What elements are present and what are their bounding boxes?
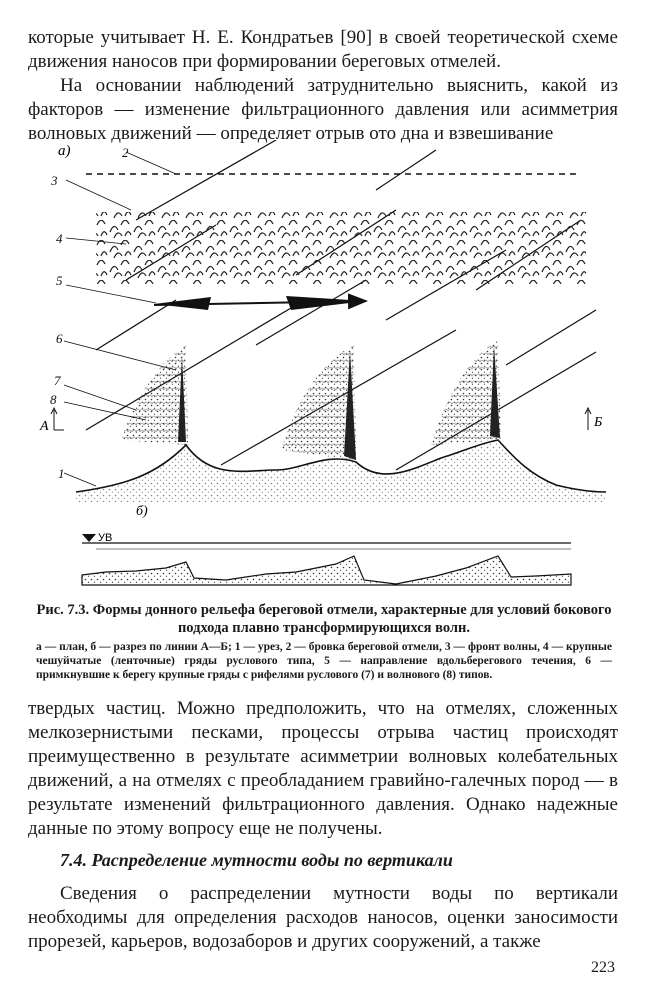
label-1: 1 — [58, 466, 65, 481]
label-7: 7 — [54, 373, 61, 388]
figure-bottom-relief — [36, 140, 616, 600]
label-8: 8 — [50, 392, 57, 407]
section-heading: 7.4. Распределение мутности воды по вертикали — [60, 850, 453, 870]
section-marker-b — [585, 408, 602, 430]
attached-ridges — [121, 340, 501, 460]
section-marker-a — [39, 408, 64, 434]
label-4: 4 — [56, 231, 63, 246]
paragraph-turbidity: Сведения о распределении мутности воды по вертикали необходимы для определения расходов наносов, оценки заносимости прорезей, карьеров, водозаборов и других сооружений, а также — [28, 883, 618, 952]
panel-b-label: б) — [136, 504, 148, 519]
water-level — [82, 532, 571, 549]
figure-legend: а — план, б — разрез по линии А—Б; 1 — урез, 2 — бровка береговой отмели, 3 — фронт волны, 4 — крупные чешуйчатые (ленточные) гряды руслового типа, 5 — направление вдольберегового течения, 6 — примкнувшие к берегу крупные гряды с рифелями руслового (7) и волнового (8) типов. — [36, 641, 612, 681]
label-5: 5 — [56, 273, 63, 288]
figure-caption: Рис. 7.3. Формы донного рельефа береговой отмели, характерные для условий бокового подхода плавно трансформирующихся волн. — [36, 602, 612, 636]
page-number: 223 — [591, 959, 615, 976]
svg-text:A: A — [40, 419, 49, 434]
paragraph-continuation: которые учитывает Н. Е. Кондратьев [90] в своей теоретической схеме движения наносов при формировании береговых отмелей. — [28, 27, 618, 72]
svg-text:Б: Б — [594, 415, 603, 430]
panel-a-label: а) — [58, 143, 71, 159]
paragraph-observations: На основании наблюдений затруднительно выяснить, какой из факторов — изменение фильтрационного давления или асимметрия волновых движений — определяет отрыв ото дна и взвешивание — [28, 75, 618, 144]
label-3: 3 — [51, 173, 58, 188]
section-profile — [82, 556, 571, 585]
svg-text:УВ: УВ — [98, 532, 113, 544]
label-6: 6 — [56, 331, 63, 346]
scale-ridges-band — [96, 212, 586, 284]
paragraph-particles: твердых частиц. Можно предположить, что на отмелях, сложенных мелкозернистыми песками, процессы отрыва частиц происходят преимущественно в результате асимметрии волновых колебательных движений, а на отмелях с преобладанием гравийно-галечных пород — в результате изменений фильтрационного давления. Однако надежные данные по этому вопросу еще не получены. — [28, 698, 618, 839]
label-2: 2 — [122, 145, 129, 160]
